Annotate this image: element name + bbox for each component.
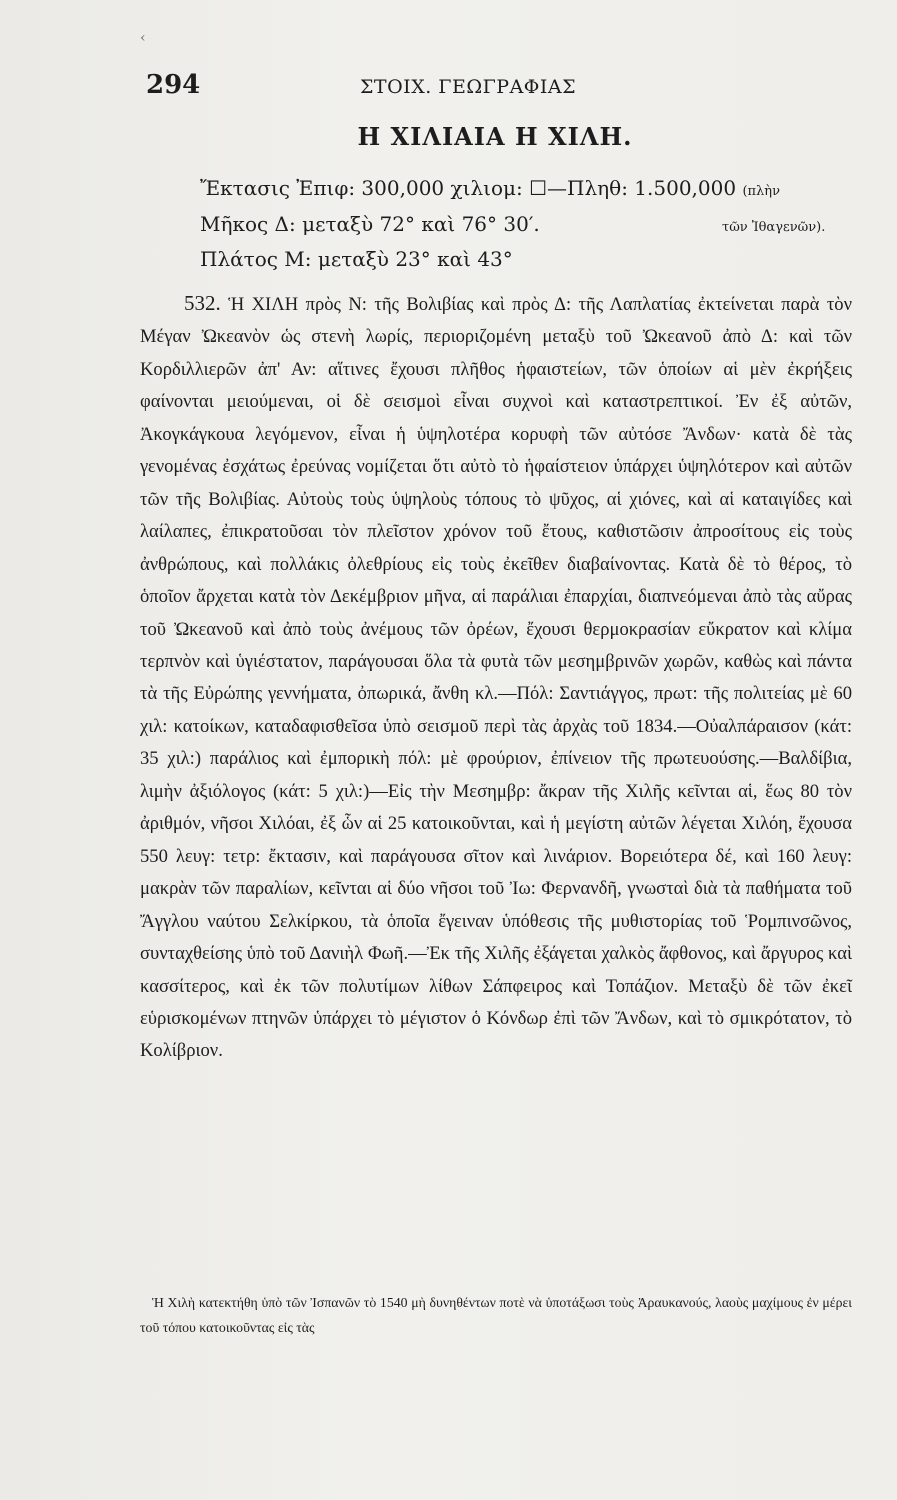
page-number: 294 bbox=[146, 70, 201, 100]
stats-line-3 bbox=[200, 247, 513, 271]
page-header bbox=[140, 70, 850, 104]
running-head: ΣΤΟΙΧ. ΓΕΩΓΡΑΦΙΑΣ bbox=[360, 76, 577, 98]
paragraph-number: 532. bbox=[184, 291, 221, 315]
population-note: (πλὴν bbox=[742, 184, 780, 199]
main-paragraph bbox=[140, 287, 852, 1068]
latitude-stat: Πλάτος Μ: μεταξὺ 23° καὶ 43° bbox=[200, 247, 513, 271]
area-stat: Ἔκτασις Ἐπιφ: 300,000 χιλιομ: ☐— bbox=[200, 176, 568, 200]
stats-line-2-note-wrap bbox=[722, 212, 825, 236]
section-title: Η ΧΙΛΙΑΙΑ Η ΧΙΛΗ. bbox=[357, 122, 633, 151]
stats-line-1 bbox=[200, 176, 780, 200]
paragraph-text: Ἡ ΧΙΛΗ πρὸς Ν: τῆς Βολιβίας καὶ πρὸς Δ: τῆς Λαπλατίας ἐκτείνεται παρὰ τὸν Μέγαν Ὠκεανὸν ὡς στενὴ λωρίς, περιοριζομένη μεταξὺ τοῦ Ὠκεανοῦ ἀπὸ Δ: καὶ τῶν Κορδιλλιερῶν ἀπ' Αν: αἵτινες ἔχουσι πλῆθος ἡφαιστείων, τῶν ὁποίων αἱ μὲν ἐκρήξεις φαίνονται μειούμεναι, οἱ δὲ σεισμοὶ εἶναι συχνοὶ καὶ καταστρεπτικοί. Ἐν ἐξ αὐτῶν, Ἀκογκάγκουα λεγόμενον, εἶναι ἡ ὑψηλοτέρα κορυφὴ τῶν αὐτόσε Ἄνδων· κατὰ δὲ τὰς γενομένας ἐσχάτως ἐρεύνας νομίζεται ὅτι αὐτὸ τὸ ἡφαίστειον ὑπάρχει ὑψηλότερον καὶ αὐτῶν τῶν τῆς Βολιβίας. Αὐτοὺς τοὺς ὑψηλοὺς τόπους τὸ ψῦχος, αἱ χιόνες, καὶ αἱ καταιγίδες καὶ λαίλαπες, ἐπικρατοῦσαι τὸν πλεῖστον χρόνον τοῦ ἔτους, καθιστῶσιν ἀπροσίτους εἰς τοὺς ἀνθρώπους, καὶ πολλάκις ὀλεθρίους εἰς τοὺς ἐκεῖθεν διαβαίνοντας. Κατὰ δὲ τὸ θέρος, τὸ ὁποῖον ἄρχεται κατὰ τὸν Δεκέμβριον μῆνα, αἱ παράλιαι ἐπαρχίαι, διαπνεόμεναι ἀπὸ τὰς αὔρας τοῦ Ὠκεανοῦ καὶ ἀπὸ τοὺς ἀνέμους τῶν ὀρέων, ἔχουσι θερμοκρασίαν εὔκρατον καὶ κλίμα τερπνὸν καὶ ὑγιέστατον, παράγουσαι ὅλα τὰ φυτὰ τῶν μεσημβρινῶν χωρῶν, καθὼς καὶ πάντα τὰ τῆς Εὐρώπης γεννήματα, ὀπωρικά, ἄνθη κλ.—Πόλ: Σαντιάγγος, πρωτ: τῆς πολιτείας μὲ 60 χιλ: κατοίκων, καταδαφισθεῖσα ὑπὸ σεισμοῦ περὶ τὰς ἀρχὰς τοῦ 1834.—Οὐαλπάραισον (κάτ: 35 χιλ:) παράλιος καὶ ἐμπορικὴ πόλ: μὲ φρούριον, ἐπίνειον τῆς πρωτευούσης.—Βαλδίβια, λιμὴν ἀξιόλογος (κάτ: 5 χιλ:)—Εἰς τὴν Μεσημβρ: ἄκραν τῆς Χιλῆς κεῖνται αἱ, ἕως 80 τὸν ἀριθμόν, νῆσοι Χιλόαι, ἐξ ὧν αἱ 25 κατοικοῦνται, καὶ ἡ μεγίστη αὐτῶν λέγεται Χιλόη, ἔχουσα 550 λευγ: τετρ: ἔκτασιν, καὶ παράγουσα σῖτον καὶ λινάριον. Βορειότερα δέ, καὶ 160 λευγ: μακρὰν τῶν παραλίων, κεῖνται αἱ δύο νῆσοι τοῦ Ἰω: Φερνανδῆ, γνωσταὶ διὰ τὰ παθήματα τοῦ Ἄγγλου ναύτου Σελκίρκου, τὰ ὁποῖα ἔγειναν ὑπόθεσις τῆς μυθιστορίας τοῦ Ῥομπινσῶνος, συνταχθείσης ὑπὸ τοῦ Δανιὴλ Φωῆ.—Ἐκ τῆς Χιλῆς ἐξάγεται χαλκὸς ἄφθονος, καὶ ἄργυρος καὶ κασσίτερος, καὶ ἐκ τῶν πολυτίμων λίθων Σάπφειρος καὶ Τοπάζιον. Μεταξὺ δὲ τῶν ἐκεῖ εὑρισκομένων πτηνῶν ὑπάρχει τὸ μέγιστον ὁ Κόνδωρ ἐπὶ τῶν Ἄνδων, καὶ τὸ σμικρότατον, τὸ Κολίβριον. bbox=[140, 294, 852, 1062]
population-note-cont: τῶν Ἰθαγενῶν). bbox=[722, 220, 826, 235]
footnote-text: Ἡ Χιλὴ κατεκτήθη ὑπὸ τῶν Ἰσπανῶν τὸ 1540 μὴ δυνηθέντων ποτὲ νὰ ὑποτάξωσι τοὺς Ἀραυκανούς, λαοὺς μαχίμους ἐν μέρει τοῦ τόπου κατοικοῦντας εἰς τὰς bbox=[140, 1295, 852, 1335]
page-mark: ‹ bbox=[140, 30, 146, 46]
population-stat: Πληθ: 1.500,000 bbox=[567, 176, 737, 200]
longitude-stat: Μῆκος Δ: μεταξὺ 72° καὶ 76° 30′. bbox=[200, 212, 540, 236]
stats-line-2 bbox=[200, 212, 540, 236]
footnote bbox=[140, 1290, 852, 1340]
